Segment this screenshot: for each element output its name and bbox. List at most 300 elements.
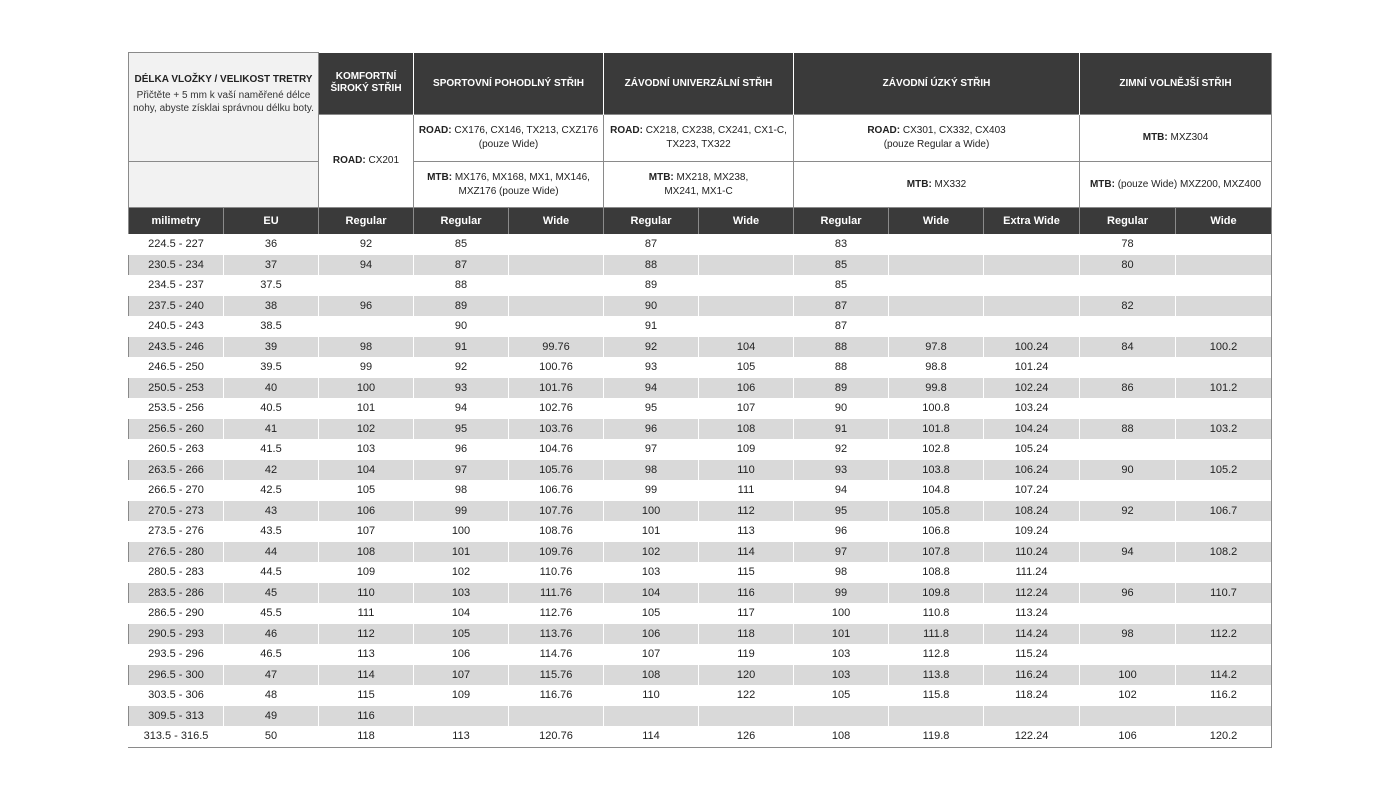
table-cell: 96 (604, 419, 699, 440)
model-list: MXZ304 (1167, 132, 1209, 143)
table-cell: 115.76 (509, 665, 604, 686)
column-header: Wide (889, 208, 984, 235)
table-cell: 256.5 - 260 (129, 419, 224, 440)
table-row (129, 480, 1272, 501)
model-comfort-road (319, 115, 414, 208)
table-cell: 91 (414, 337, 509, 358)
table-row (129, 521, 1272, 542)
table-cell: 92 (414, 357, 509, 378)
table-cell: 99 (319, 357, 414, 378)
table-cell (889, 275, 984, 296)
table-cell: 270.5 - 273 (129, 501, 224, 522)
model-race-universal-mtb (604, 162, 794, 208)
table-cell: 78 (1080, 234, 1176, 255)
table-cell: 102 (604, 542, 699, 563)
table-cell: 90 (794, 398, 889, 419)
column-header: Wide (699, 208, 794, 235)
table-cell (509, 275, 604, 296)
table-cell: 103 (414, 583, 509, 604)
table-cell: 99 (794, 583, 889, 604)
model-list: MX176, MX168, MX1, MX146, MXZ176 (pouze Wide) (452, 171, 590, 197)
table-cell: 111 (319, 603, 414, 624)
table-cell: 102 (414, 562, 509, 583)
table-cell: 106 (414, 644, 509, 665)
table-cell: 105.2 (1176, 460, 1272, 481)
table-cell: 107 (699, 398, 794, 419)
table-cell: 89 (604, 275, 699, 296)
table-cell: 96 (319, 296, 414, 317)
table-cell: 108.76 (509, 521, 604, 542)
table-cell: 105.76 (509, 460, 604, 481)
model-label: MTB: (1089, 178, 1115, 190)
column-header-row (129, 208, 1272, 235)
table-cell: 106.8 (889, 521, 984, 542)
table-cell (984, 316, 1080, 337)
model-label: ROAD: (332, 155, 366, 166)
table-row (129, 460, 1272, 481)
table-cell: 106.24 (984, 460, 1080, 481)
table-cell (1080, 439, 1176, 460)
table-cell: 113.76 (509, 624, 604, 645)
table-row (129, 296, 1272, 317)
table-cell: 96 (794, 521, 889, 542)
table-cell: 110.8 (889, 603, 984, 624)
table-cell: 113.24 (984, 603, 1080, 624)
table-cell: 88 (794, 357, 889, 378)
table-cell: 112.24 (984, 583, 1080, 604)
table-cell: 94 (414, 398, 509, 419)
table-cell (699, 275, 794, 296)
model-race-universal-road (604, 115, 794, 162)
group-race-narrow-header: ZÁVODNÍ ÚZKÝ STŘIH (794, 53, 1080, 115)
table-row (129, 603, 1272, 624)
table-cell: 92 (794, 439, 889, 460)
column-header: Regular (319, 208, 414, 235)
table-cell: 92 (1080, 501, 1176, 522)
table-cell: 266.5 - 270 (129, 480, 224, 501)
model-label: MTB: (648, 171, 674, 183)
table-cell: 246.5 - 250 (129, 357, 224, 378)
table-cell: 49 (224, 706, 319, 727)
table-cell: 92 (604, 337, 699, 358)
table-cell (984, 275, 1080, 296)
table-cell: 80 (1080, 255, 1176, 276)
table-cell (1080, 706, 1176, 727)
table-row (129, 501, 1272, 522)
table-cell: 98.8 (889, 357, 984, 378)
table-cell: 104.76 (509, 439, 604, 460)
table-cell: 313.5 - 316.5 (129, 726, 224, 747)
table-cell: 98 (414, 480, 509, 501)
table-cell (1176, 275, 1272, 296)
table-cell: 104.24 (984, 419, 1080, 440)
table-cell: 108 (319, 542, 414, 563)
table-cell: 113 (319, 644, 414, 665)
table-row (129, 624, 1272, 645)
table-cell: 114 (699, 542, 794, 563)
table-cell: 97 (414, 460, 509, 481)
table-cell (1176, 644, 1272, 665)
table-cell (1080, 603, 1176, 624)
table-cell: 41 (224, 419, 319, 440)
table-cell: 87 (794, 296, 889, 317)
table-cell: 104.8 (889, 480, 984, 501)
table-cell (1176, 296, 1272, 317)
table-cell (1080, 275, 1176, 296)
table-cell (1176, 234, 1272, 255)
table-cell: 88 (414, 275, 509, 296)
table-cell: 260.5 - 263 (129, 439, 224, 460)
model-label: ROAD: (867, 125, 901, 136)
table-cell (699, 316, 794, 337)
table-cell (794, 706, 889, 727)
table-cell: 113 (414, 726, 509, 747)
table-cell: 113 (699, 521, 794, 542)
table-row (129, 685, 1272, 706)
table-cell: 102 (1080, 685, 1176, 706)
table-cell: 111.8 (889, 624, 984, 645)
table-cell: 303.5 - 306 (129, 685, 224, 706)
table-cell: 100 (794, 603, 889, 624)
column-header: Wide (509, 208, 604, 235)
table-cell: 41.5 (224, 439, 319, 460)
table-cell: 103.2 (1176, 419, 1272, 440)
table-cell: 97 (604, 439, 699, 460)
table-cell (699, 234, 794, 255)
table-cell: 42 (224, 460, 319, 481)
table-row (129, 439, 1272, 460)
table-cell: 112 (699, 501, 794, 522)
table-cell: 94 (1080, 542, 1176, 563)
table-cell (1176, 480, 1272, 501)
column-header: Wide (1176, 208, 1272, 235)
table-cell: 105 (604, 603, 699, 624)
table-cell: 101.2 (1176, 378, 1272, 399)
table-cell: 103.76 (509, 419, 604, 440)
table-cell: 115.8 (889, 685, 984, 706)
model-list: MX218, MX238, MX241, MX1-C (664, 171, 749, 197)
table-cell: 109.76 (509, 542, 604, 563)
table-cell: 104 (414, 603, 509, 624)
table-cell: 98 (1080, 624, 1176, 645)
table-cell: 87 (414, 255, 509, 276)
table-cell: 103.8 (889, 460, 984, 481)
table-cell: 107 (319, 521, 414, 542)
table-cell: 93 (604, 357, 699, 378)
table-cell: 113.8 (889, 665, 984, 686)
table-cell: 293.5 - 296 (129, 644, 224, 665)
table-cell: 105 (699, 357, 794, 378)
table-cell: 112.8 (889, 644, 984, 665)
model-winter-mtb-1 (1080, 115, 1272, 162)
table-cell: 101 (319, 398, 414, 419)
table-cell (509, 316, 604, 337)
table-cell (889, 316, 984, 337)
table-cell (1176, 255, 1272, 276)
table-cell: 93 (414, 378, 509, 399)
table-row (129, 542, 1272, 563)
table-cell: 106 (1080, 726, 1176, 747)
model-list: CX176, CX146, TX213, CXZ176 (pouze Wide) (451, 125, 599, 150)
model-label: MTB: (1142, 132, 1168, 143)
table-cell: 43.5 (224, 521, 319, 542)
table-cell: 263.5 - 266 (129, 460, 224, 481)
table-cell: 112 (319, 624, 414, 645)
table-cell: 110 (604, 685, 699, 706)
column-header: Regular (604, 208, 699, 235)
table-cell: 280.5 - 283 (129, 562, 224, 583)
table-cell (1176, 439, 1272, 460)
table-cell: 286.5 - 290 (129, 603, 224, 624)
table-cell: 276.5 - 280 (129, 542, 224, 563)
table-cell: 86 (1080, 378, 1176, 399)
table-cell: 106 (319, 501, 414, 522)
insole-length-header (129, 53, 319, 162)
table-cell: 115.24 (984, 644, 1080, 665)
table-cell: 46 (224, 624, 319, 645)
table-row (129, 398, 1272, 419)
table-cell: 100.76 (509, 357, 604, 378)
table-cell: 99 (414, 501, 509, 522)
corner-spacer (129, 162, 319, 208)
table-cell: 92 (319, 234, 414, 255)
table-cell (604, 706, 699, 727)
table-cell: 36 (224, 234, 319, 255)
column-header: Regular (414, 208, 509, 235)
table-cell: 116.2 (1176, 685, 1272, 706)
column-header: EU (224, 208, 319, 235)
column-header: Extra Wide (984, 208, 1080, 235)
table-cell: 100.24 (984, 337, 1080, 358)
column-header: Regular (1080, 208, 1176, 235)
group-race-universal-header: ZÁVODNÍ UNIVERZÁLNÍ STŘIH (604, 53, 794, 115)
table-cell: 309.5 - 313 (129, 706, 224, 727)
table-cell: 110 (699, 460, 794, 481)
table-cell: 103 (319, 439, 414, 460)
table-cell: 94 (604, 378, 699, 399)
table-cell (1176, 357, 1272, 378)
column-header: Regular (794, 208, 889, 235)
table-cell: 122 (699, 685, 794, 706)
table-cell: 112.2 (1176, 624, 1272, 645)
table-cell: 112.76 (509, 603, 604, 624)
table-cell: 90 (414, 316, 509, 337)
table-cell: 90 (1080, 460, 1176, 481)
table-cell: 109 (699, 439, 794, 460)
table-cell: 37.5 (224, 275, 319, 296)
table-cell: 37 (224, 255, 319, 276)
table-cell: 101.24 (984, 357, 1080, 378)
table-row (129, 562, 1272, 583)
table-cell: 97.8 (889, 337, 984, 358)
table-cell: 104 (699, 337, 794, 358)
model-list: CX218, CX238, CX241, CX1-C, TX223, TX322 (642, 125, 787, 150)
table-cell (984, 296, 1080, 317)
table-cell: 107.8 (889, 542, 984, 563)
table-cell: 100.2 (1176, 337, 1272, 358)
table-row (129, 234, 1272, 255)
table-cell: 107.24 (984, 480, 1080, 501)
column-header: milimetry (129, 208, 224, 235)
table-cell: 96 (1080, 583, 1176, 604)
table-cell (984, 255, 1080, 276)
table-cell: 118 (699, 624, 794, 645)
size-rows (129, 234, 1272, 747)
table-cell: 250.5 - 253 (129, 378, 224, 399)
table-row (129, 665, 1272, 686)
table-cell: 106 (604, 624, 699, 645)
table-cell: 110.7 (1176, 583, 1272, 604)
model-list: CX301, CX332, CX403 (pouze Regular a Wide) (883, 125, 1006, 150)
table-cell: 96 (414, 439, 509, 460)
table-cell: 105 (414, 624, 509, 645)
table-cell: 111 (699, 480, 794, 501)
table-cell: 46.5 (224, 644, 319, 665)
table-cell: 82 (1080, 296, 1176, 317)
model-sport-road (414, 115, 604, 162)
table-cell: 290.5 - 293 (129, 624, 224, 645)
table-cell: 93 (794, 460, 889, 481)
table-cell: 109 (319, 562, 414, 583)
table-cell: 90 (604, 296, 699, 317)
table-cell: 253.5 - 256 (129, 398, 224, 419)
table-cell (1176, 603, 1272, 624)
table-cell: 296.5 - 300 (129, 665, 224, 686)
table-cell (889, 706, 984, 727)
corner-title: DÉLKA VLOŽKY / VELIKOST TRETRY (134, 74, 313, 85)
model-race-narrow-road (794, 115, 1080, 162)
table-cell (1080, 316, 1176, 337)
table-cell: 110.24 (984, 542, 1080, 563)
table-cell: 110.76 (509, 562, 604, 583)
corner-note: Přičtěte + 5 mm k vaší naměřené délce nohy, abyste získlai správnou délku boty. (133, 90, 314, 114)
table-cell (1080, 357, 1176, 378)
table-cell: 85 (414, 234, 509, 255)
table-cell: 109.24 (984, 521, 1080, 542)
table-cell: 100 (319, 378, 414, 399)
table-cell (1080, 562, 1176, 583)
table-cell: 105.8 (889, 501, 984, 522)
table-cell: 95 (604, 398, 699, 419)
table-cell: 101.8 (889, 419, 984, 440)
table-cell: 109 (414, 685, 509, 706)
table-row (129, 357, 1272, 378)
table-cell: 85 (794, 275, 889, 296)
table-cell: 114 (319, 665, 414, 686)
table-cell: 100 (604, 501, 699, 522)
size-chart (128, 52, 1271, 748)
table-row (129, 726, 1272, 747)
table-cell: 106.76 (509, 480, 604, 501)
table-cell: 99.8 (889, 378, 984, 399)
table-cell: 38.5 (224, 316, 319, 337)
table-cell (319, 275, 414, 296)
model-label: ROAD: (610, 125, 643, 136)
table-row (129, 644, 1272, 665)
table-cell (1080, 521, 1176, 542)
model-sport-mtb (414, 162, 604, 208)
model-winter-mtb-2 (1080, 162, 1272, 208)
table-cell: 237.5 - 240 (129, 296, 224, 317)
table-cell: 119 (699, 644, 794, 665)
table-cell: 103.24 (984, 398, 1080, 419)
table-cell: 111.24 (984, 562, 1080, 583)
table-cell: 106 (699, 378, 794, 399)
table-cell (1080, 398, 1176, 419)
table-cell: 120 (699, 665, 794, 686)
table-row (129, 275, 1272, 296)
table-cell: 105.24 (984, 439, 1080, 460)
table-cell (889, 296, 984, 317)
table-cell: 107.76 (509, 501, 604, 522)
table-row (129, 419, 1272, 440)
table-cell: 40 (224, 378, 319, 399)
table-cell: 108 (604, 665, 699, 686)
table-cell: 45.5 (224, 603, 319, 624)
table-cell: 120.2 (1176, 726, 1272, 747)
size-table (128, 52, 1272, 748)
table-cell: 108 (699, 419, 794, 440)
group-winter-header: ZIMNÍ VOLNĚJŠÍ STŘIH (1080, 53, 1272, 115)
table-cell: 115 (319, 685, 414, 706)
table-cell: 116 (319, 706, 414, 727)
model-list: CX201 (365, 155, 400, 166)
table-cell: 100.8 (889, 398, 984, 419)
table-cell: 106.7 (1176, 501, 1272, 522)
model-label: ROAD: (418, 125, 452, 136)
table-cell: 224.5 - 227 (129, 234, 224, 255)
group-comfort-header: KOMFORTNÍ ŠIROKÝ STŘIH (319, 53, 414, 115)
table-cell: 118.24 (984, 685, 1080, 706)
table-cell: 116.76 (509, 685, 604, 706)
table-cell: 45 (224, 583, 319, 604)
table-cell: 104 (319, 460, 414, 481)
table-cell: 104 (604, 583, 699, 604)
table-row (129, 255, 1272, 276)
table-cell (699, 296, 794, 317)
table-cell: 88 (604, 255, 699, 276)
table-cell: 111.76 (509, 583, 604, 604)
table-cell: 98 (794, 562, 889, 583)
table-cell (1176, 706, 1272, 727)
table-cell (509, 255, 604, 276)
group-sport-header: SPORTOVNÍ POHODLNÝ STŘIH (414, 53, 604, 115)
table-cell (414, 706, 509, 727)
table-cell (509, 234, 604, 255)
table-cell: 48 (224, 685, 319, 706)
table-cell: 116 (699, 583, 794, 604)
table-cell: 115 (699, 562, 794, 583)
table-cell: 84 (1080, 337, 1176, 358)
table-cell (889, 234, 984, 255)
table-cell: 99 (604, 480, 699, 501)
table-cell: 88 (1080, 419, 1176, 440)
table-cell: 126 (699, 726, 794, 747)
table-cell (1176, 398, 1272, 419)
table-cell: 114 (604, 726, 699, 747)
table-cell: 234.5 - 237 (129, 275, 224, 296)
table-cell: 87 (794, 316, 889, 337)
table-row (129, 316, 1272, 337)
table-cell: 273.5 - 276 (129, 521, 224, 542)
table-cell (319, 316, 414, 337)
table-cell: 102.24 (984, 378, 1080, 399)
table-cell: 114.24 (984, 624, 1080, 645)
table-cell: 100 (414, 521, 509, 542)
table-cell: 101.76 (509, 378, 604, 399)
table-cell: 87 (604, 234, 699, 255)
table-cell: 47 (224, 665, 319, 686)
